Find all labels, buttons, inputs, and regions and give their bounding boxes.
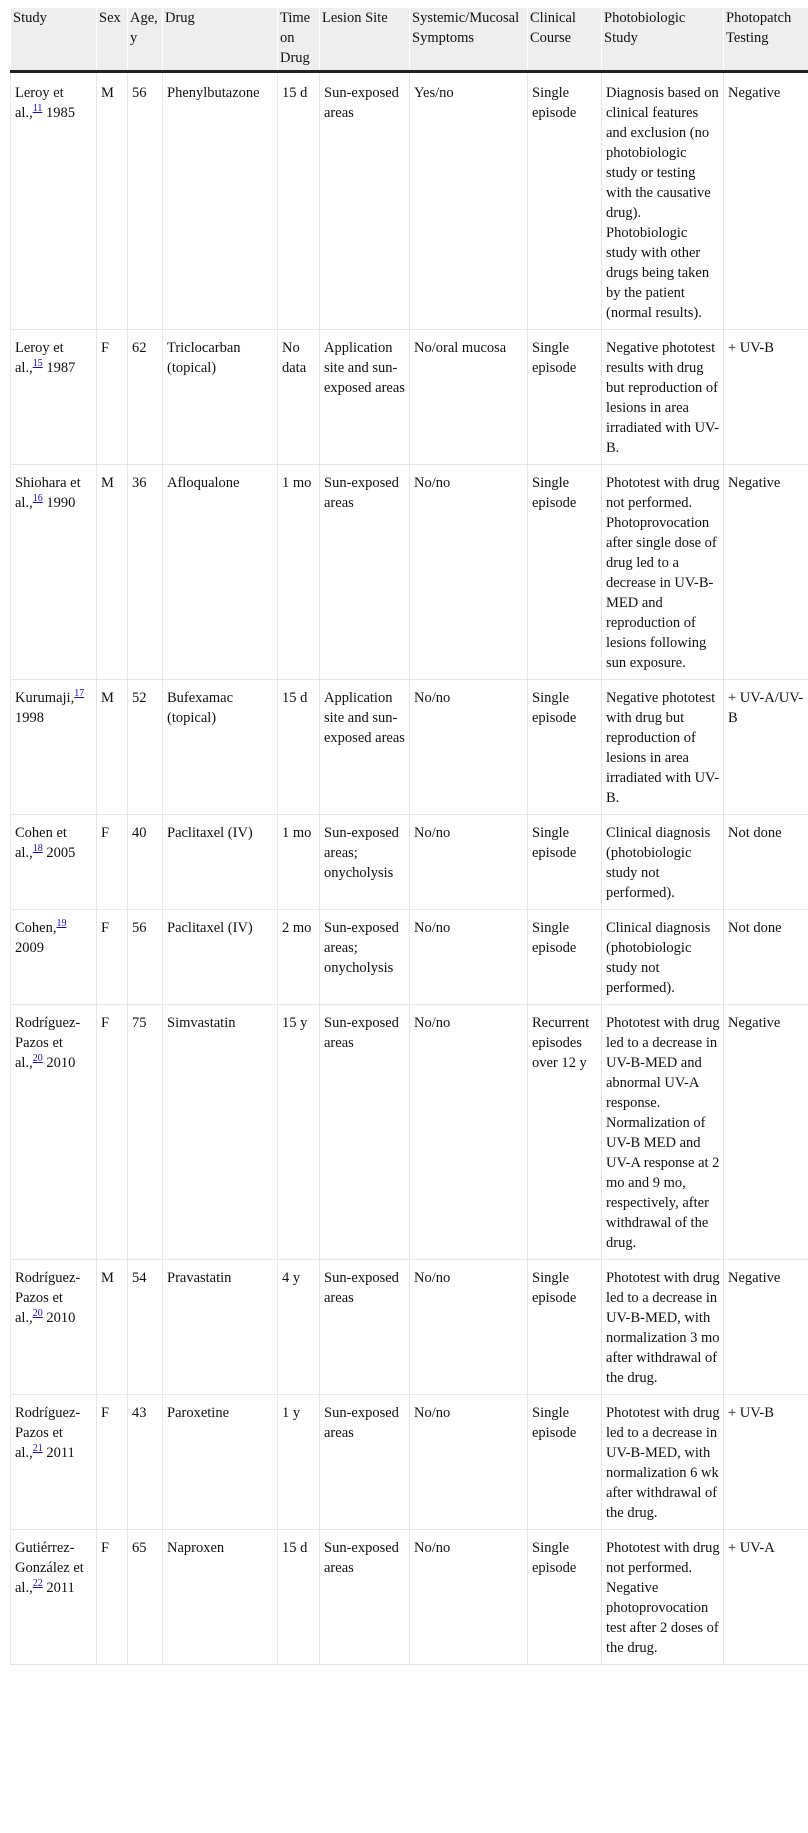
- study-authors: Rodríguez-Pazos et al.,: [15, 1270, 80, 1326]
- cell-drug: Naproxen: [163, 1530, 278, 1665]
- cell-photopatch-testing: + UV-B: [724, 330, 808, 465]
- cell-clinical-course: Single episode: [528, 815, 602, 910]
- reference-link[interactable]: 15: [33, 358, 43, 369]
- cell-photopatch-testing: Not done: [724, 815, 808, 910]
- reference-link[interactable]: 16: [33, 493, 43, 504]
- study-year: 1990: [43, 495, 76, 511]
- header-drug: Drug: [163, 8, 278, 72]
- cell-study: [11, 1530, 97, 1665]
- reference-link[interactable]: 20: [33, 1308, 43, 1319]
- study-year: 2011: [43, 1580, 75, 1596]
- study-year: 2010: [43, 1055, 76, 1071]
- cell-sex: F: [97, 1005, 128, 1260]
- study-authors: Leroy et al.,: [15, 85, 64, 121]
- cell-clinical-course: Single episode: [528, 680, 602, 815]
- cell-clinical-course: Single episode: [528, 1395, 602, 1530]
- reference-link[interactable]: 20: [33, 1053, 43, 1064]
- cell-sex: F: [97, 330, 128, 465]
- reference-link[interactable]: 22: [33, 1578, 43, 1589]
- cell-drug: Afloqualone: [163, 465, 278, 680]
- cell-clinical-course: Single episode: [528, 1260, 602, 1395]
- cell-time-on-drug: 4 y: [278, 1260, 320, 1395]
- cell-sex: F: [97, 1395, 128, 1530]
- study-authors: Gutiérrez-González et al.,: [15, 1540, 84, 1596]
- cell-time-on-drug: 15 d: [278, 72, 320, 330]
- cell-sex: M: [97, 680, 128, 815]
- cell-time-on-drug: 15 y: [278, 1005, 320, 1260]
- cell-photopatch-testing: + UV-A/UV-B: [724, 680, 808, 815]
- cell-photobiologic-study: Phototest with drug led to a decrease in UV-B-MED, with normalization 3 mo after withdrawal of the drug.: [602, 1260, 724, 1395]
- cell-drug: Phenylbutazone: [163, 72, 278, 330]
- cell-age: 52: [128, 680, 163, 815]
- reference-link[interactable]: 17: [74, 688, 84, 699]
- cell-symptoms: No/no: [410, 1260, 528, 1395]
- cell-study: [11, 330, 97, 465]
- table-row: [11, 1530, 808, 1665]
- cell-drug: Bufexamac (topical): [163, 680, 278, 815]
- cell-symptoms: No/no: [410, 1005, 528, 1260]
- study-year: 2011: [43, 1445, 75, 1461]
- header-age: Age, y: [128, 8, 163, 72]
- cell-time-on-drug: No data: [278, 330, 320, 465]
- cell-photopatch-testing: + UV-B: [724, 1395, 808, 1530]
- reference-link[interactable]: 18: [33, 843, 43, 854]
- study-authors: Leroy et al.,: [15, 340, 64, 376]
- cell-drug: Paclitaxel (IV): [163, 815, 278, 910]
- cell-photobiologic-study: Negative phototest results with drug but reproduction of lesions in area irradiated with UV-B.: [602, 330, 724, 465]
- study-authors: Kurumaji,: [15, 690, 74, 706]
- reference-link[interactable]: 11: [33, 103, 43, 114]
- cell-study: [11, 1005, 97, 1260]
- cell-photopatch-testing: + UV-A: [724, 1530, 808, 1665]
- cell-study: [11, 1260, 97, 1395]
- cell-time-on-drug: 1 mo: [278, 815, 320, 910]
- cell-lesion-site: Sun-exposed areas: [320, 465, 410, 680]
- cell-symptoms: No/oral mucosa: [410, 330, 528, 465]
- header-sex: Sex: [97, 8, 128, 72]
- cell-study: [11, 72, 97, 330]
- cell-sex: M: [97, 465, 128, 680]
- table-row: [11, 72, 808, 330]
- table-row: [11, 1260, 808, 1395]
- cases-table: [10, 8, 808, 1665]
- study-year: 1987: [43, 360, 76, 376]
- header-symptoms: Systemic/Mucosal Symptoms: [410, 8, 528, 72]
- header-photobiologic-study: Photobiologic Study: [602, 8, 724, 72]
- cell-symptoms: No/no: [410, 680, 528, 815]
- cell-lesion-site: Sun-exposed areas; onycholysis: [320, 815, 410, 910]
- cell-symptoms: No/no: [410, 910, 528, 1005]
- cell-time-on-drug: 1 mo: [278, 465, 320, 680]
- cell-age: 62: [128, 330, 163, 465]
- cell-photopatch-testing: Not done: [724, 910, 808, 1005]
- cell-lesion-site: Sun-exposed areas: [320, 1260, 410, 1395]
- cell-sex: F: [97, 1530, 128, 1665]
- cell-photobiologic-study: Phototest with drug led to a decrease in UV-B-MED and abnormal UV-A response. Normalization of UV-B MED and UV-A response at 2 mo and 9 mo, respectively, after withdrawal of the drug.: [602, 1005, 724, 1260]
- header-time-on-drug: Time on Drug: [278, 8, 320, 72]
- header-row: [11, 8, 808, 72]
- cell-lesion-site: Application site and sun-exposed areas: [320, 330, 410, 465]
- table-row: [11, 465, 808, 680]
- cell-age: 54: [128, 1260, 163, 1395]
- cell-drug: Simvastatin: [163, 1005, 278, 1260]
- cell-photobiologic-study: Diagnosis based on clinical features and exclusion (no photobiologic study or testing with the causative drug). Photobiologic study with other drugs being taken by the patient (normal results).: [602, 72, 724, 330]
- cell-symptoms: No/no: [410, 1395, 528, 1530]
- cell-symptoms: Yes/no: [410, 72, 528, 330]
- cell-clinical-course: Single episode: [528, 910, 602, 1005]
- cell-photobiologic-study: Clinical diagnosis (photobiologic study not performed).: [602, 815, 724, 910]
- cell-lesion-site: Application site and sun-exposed areas: [320, 680, 410, 815]
- cell-lesion-site: Sun-exposed areas: [320, 1395, 410, 1530]
- header-lesion-site: Lesion Site: [320, 8, 410, 72]
- table-row: [11, 680, 808, 815]
- cell-study: [11, 465, 97, 680]
- study-year: 2009: [15, 940, 44, 956]
- table-row: [11, 910, 808, 1005]
- cell-lesion-site: Sun-exposed areas: [320, 1005, 410, 1260]
- cell-photopatch-testing: Negative: [724, 72, 808, 330]
- cell-drug: Paroxetine: [163, 1395, 278, 1530]
- cell-symptoms: No/no: [410, 1530, 528, 1665]
- cell-lesion-site: Sun-exposed areas; onycholysis: [320, 910, 410, 1005]
- document-page: [10, 8, 808, 1665]
- cell-photobiologic-study: Negative phototest with drug but reproduction of lesions in area irradiated with UV-B.: [602, 680, 724, 815]
- study-year: 1985: [42, 105, 75, 121]
- cell-time-on-drug: 15 d: [278, 1530, 320, 1665]
- cell-clinical-course: Single episode: [528, 330, 602, 465]
- cell-age: 43: [128, 1395, 163, 1530]
- cell-time-on-drug: 2 mo: [278, 910, 320, 1005]
- cell-drug: Pravastatin: [163, 1260, 278, 1395]
- study-year: 2010: [43, 1310, 76, 1326]
- cell-clinical-course: Single episode: [528, 72, 602, 330]
- cell-photobiologic-study: Clinical diagnosis (photobiologic study not performed).: [602, 910, 724, 1005]
- cell-symptoms: No/no: [410, 815, 528, 910]
- cell-age: 40: [128, 815, 163, 910]
- cell-study: [11, 680, 97, 815]
- cell-age: 56: [128, 72, 163, 330]
- cell-study: [11, 815, 97, 910]
- cell-time-on-drug: 15 d: [278, 680, 320, 815]
- cell-time-on-drug: 1 y: [278, 1395, 320, 1530]
- cell-sex: F: [97, 815, 128, 910]
- study-authors: Rodríguez-Pazos et al.,: [15, 1405, 80, 1461]
- cell-lesion-site: Sun-exposed areas: [320, 1530, 410, 1665]
- cell-photobiologic-study: Phototest with drug led to a decrease in UV-B-MED, with normalization 6 wk after withdrawal of the drug.: [602, 1395, 724, 1530]
- cell-study: [11, 1395, 97, 1530]
- cell-symptoms: No/no: [410, 465, 528, 680]
- cell-sex: M: [97, 1260, 128, 1395]
- study-year: 1998: [15, 710, 44, 726]
- cell-photopatch-testing: Negative: [724, 1005, 808, 1260]
- cell-age: 65: [128, 1530, 163, 1665]
- cell-photopatch-testing: Negative: [724, 1260, 808, 1395]
- table-row: [11, 1395, 808, 1530]
- cell-age: 36: [128, 465, 163, 680]
- cell-age: 75: [128, 1005, 163, 1260]
- study-authors: Cohen et al.,: [15, 825, 67, 861]
- cell-sex: M: [97, 72, 128, 330]
- cell-age: 56: [128, 910, 163, 1005]
- cell-photopatch-testing: Negative: [724, 465, 808, 680]
- study-authors: Rodríguez-Pazos et al.,: [15, 1015, 80, 1071]
- table-row: [11, 330, 808, 465]
- cell-drug: Triclocarban (topical): [163, 330, 278, 465]
- study-authors: Shiohara et al.,: [15, 475, 81, 511]
- cell-photobiologic-study: Phototest with drug not performed. Negative photoprovocation test after 2 doses of the drug.: [602, 1530, 724, 1665]
- header-study: Study: [11, 8, 97, 72]
- table-row: [11, 1005, 808, 1260]
- study-authors: Cohen,: [15, 920, 56, 936]
- header-clinical-course: Clinical Course: [528, 8, 602, 72]
- table-row: [11, 815, 808, 910]
- study-year: 2005: [43, 845, 76, 861]
- cell-lesion-site: Sun-exposed areas: [320, 72, 410, 330]
- cell-drug: Paclitaxel (IV): [163, 910, 278, 1005]
- cell-clinical-course: Single episode: [528, 465, 602, 680]
- cell-clinical-course: Recurrent episodes over 12 y: [528, 1005, 602, 1260]
- reference-link[interactable]: 21: [33, 1443, 43, 1454]
- cell-clinical-course: Single episode: [528, 1530, 602, 1665]
- cell-study: [11, 910, 97, 1005]
- reference-link[interactable]: 19: [56, 918, 66, 929]
- header-photopatch-testing: Photopatch Testing: [724, 8, 808, 72]
- cell-photobiologic-study: Phototest with drug not performed. Photoprovocation after single dose of drug led to a decrease in UV-B-MED and reproduction of lesions following sun exposure.: [602, 465, 724, 680]
- cell-sex: F: [97, 910, 128, 1005]
